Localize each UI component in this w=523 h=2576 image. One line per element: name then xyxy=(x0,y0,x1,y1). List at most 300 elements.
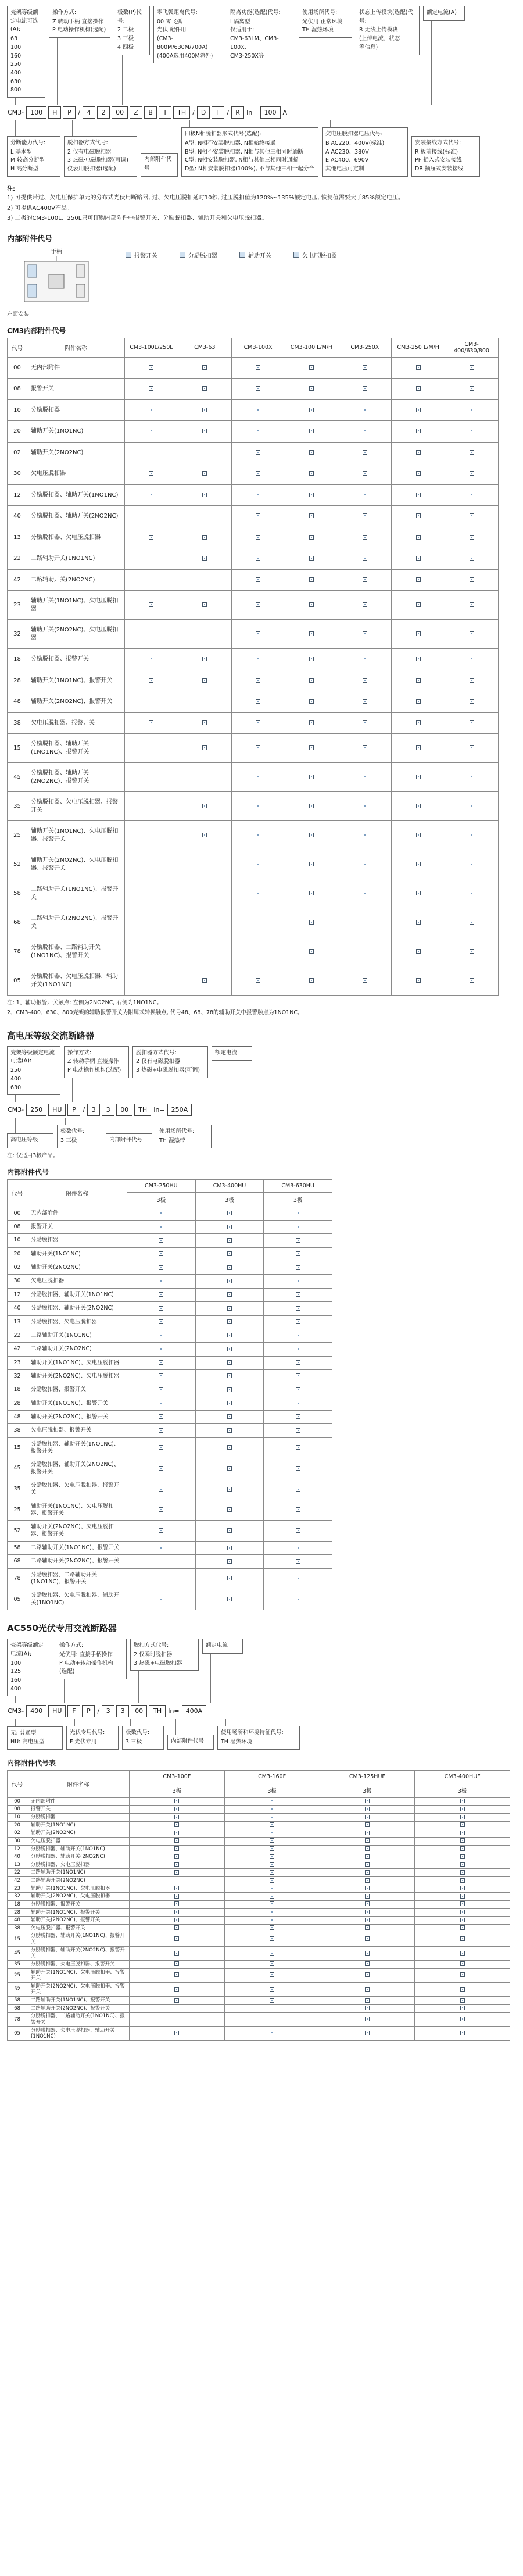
annotation-line: 160 xyxy=(10,1676,22,1683)
annotation-line: 400 xyxy=(10,1075,22,1082)
availability-cell xyxy=(127,1261,196,1275)
annotation-column xyxy=(122,1719,164,1749)
name-cell: 辅助开关(1NO1NC)、报警开关 xyxy=(27,1908,130,1917)
availability-mark-icon xyxy=(159,1428,163,1433)
availability-cell xyxy=(130,1869,225,1877)
availability-mark-icon xyxy=(270,1831,274,1835)
annotation-line: Z 转动手柄 直接操作 xyxy=(67,1058,119,1065)
availability-cell xyxy=(264,1397,332,1410)
availability-mark-icon xyxy=(365,1886,370,1890)
name-cell: 辅助开关(2NO2NC)、报警开关 xyxy=(27,1410,127,1423)
availability-cell xyxy=(415,1908,510,1917)
legend-label: 欠电压脱扣器 xyxy=(302,252,337,259)
availability-mark-icon xyxy=(365,1961,370,1966)
code-cell: 18 xyxy=(8,649,27,670)
availability-mark-icon xyxy=(416,745,421,750)
availability-mark-icon xyxy=(202,745,207,750)
pole-subheader: 3极 xyxy=(195,1192,264,1207)
name-cell: 分励脱扣器、欠电压脱扣器 xyxy=(27,527,125,548)
availability-cell xyxy=(130,1917,225,1925)
annotation-title: 极数(P)代号: xyxy=(117,9,142,24)
availability-mark-icon xyxy=(296,1251,300,1256)
availability-mark-icon xyxy=(256,833,260,837)
availability-cell xyxy=(130,1806,225,1814)
availability-cell xyxy=(127,1424,196,1437)
availability-mark-icon xyxy=(149,493,153,497)
availability-cell xyxy=(224,1861,320,1869)
name-cell: 分励脱扣器、辅助开关(2NO2NC)、报警开关 xyxy=(27,1946,130,1960)
availability-mark-icon xyxy=(296,1401,300,1405)
cm3-accessory-table-wrap xyxy=(7,338,516,996)
code-cell: 02 xyxy=(8,1261,27,1275)
availability-mark-icon xyxy=(309,833,314,837)
code-cell: 52 xyxy=(8,1521,27,1542)
availability-mark-icon xyxy=(159,1401,163,1405)
availability-cell xyxy=(195,1479,264,1500)
availability-cell xyxy=(130,1982,225,1996)
availability-cell xyxy=(320,1908,415,1917)
availability-cell xyxy=(285,620,338,649)
availability-cell xyxy=(125,792,178,821)
availability-cell xyxy=(125,908,178,937)
availability-mark-icon xyxy=(470,833,474,837)
name-cell: 辅助开关(2NO2NC) xyxy=(27,1829,130,1838)
annotation-box xyxy=(217,1726,300,1749)
availability-cell xyxy=(125,506,178,527)
model-code-text: In= xyxy=(153,1104,165,1115)
table-row xyxy=(8,1814,510,1822)
table-row xyxy=(8,1797,510,1806)
availability-cell xyxy=(127,1302,196,1315)
availability-cell xyxy=(415,1829,510,1838)
code-cell: 02 xyxy=(8,442,27,463)
availability-cell xyxy=(445,712,499,734)
availability-cell xyxy=(264,1261,332,1275)
annotation-column xyxy=(7,6,45,105)
availability-mark-icon xyxy=(159,1546,163,1550)
availability-mark-icon xyxy=(149,365,153,370)
availability-cell xyxy=(224,1806,320,1814)
availability-cell xyxy=(445,506,499,527)
availability-mark-icon xyxy=(416,471,421,476)
availability-mark-icon xyxy=(309,471,314,476)
annotation-title: 零飞弧距离代号: xyxy=(157,9,198,16)
availability-cell xyxy=(392,421,445,443)
availability-mark-icon xyxy=(270,1894,274,1899)
availability-cell xyxy=(231,569,285,591)
availability-mark-icon xyxy=(270,1951,274,1956)
availability-mark-icon xyxy=(365,1910,370,1914)
availability-mark-icon xyxy=(363,720,367,725)
annotation-line: HU: 高电压型 xyxy=(10,1739,45,1746)
availability-mark-icon xyxy=(460,2017,465,2021)
code-cell: 48 xyxy=(8,1410,27,1423)
annotation-column xyxy=(322,120,408,177)
availability-cell xyxy=(125,421,178,443)
availability-mark-icon xyxy=(174,1951,179,1956)
model-code-segment: 3 xyxy=(102,1104,114,1116)
availability-cell xyxy=(178,569,231,591)
availability-cell xyxy=(320,1982,415,1996)
availability-mark-icon xyxy=(309,450,314,455)
top-annotations xyxy=(7,6,516,105)
availability-cell xyxy=(127,1221,196,1234)
code-cell: 40 xyxy=(8,506,27,527)
availability-cell xyxy=(231,463,285,485)
availability-cell xyxy=(338,379,392,400)
name-cell: 二路辅助开关(2NO2NC) xyxy=(27,1877,130,1885)
availability-mark-icon xyxy=(149,678,153,683)
code-cell: 48 xyxy=(8,1917,27,1925)
name-cell: 分励脱扣器、欠电压脱扣器 xyxy=(27,1315,127,1329)
cm3-table-notes xyxy=(7,999,516,1017)
name-cell: 报警开关 xyxy=(27,1221,127,1234)
name-cell: 辅助开关(2NO2NC)、欠电压脱扣器 xyxy=(27,1369,127,1383)
availability-mark-icon xyxy=(256,429,260,433)
table-row xyxy=(8,792,499,821)
availability-mark-icon xyxy=(174,1894,179,1899)
availability-mark-icon xyxy=(256,631,260,636)
availability-cell xyxy=(130,1893,225,1901)
availability-mark-icon xyxy=(270,1854,274,1859)
availability-mark-icon xyxy=(365,1951,370,1956)
availability-cell xyxy=(195,1500,264,1521)
name-cell: 辅助开关(1NO1NC) xyxy=(27,1247,127,1261)
availability-mark-icon xyxy=(256,804,260,808)
leader-line xyxy=(15,98,16,105)
availability-cell xyxy=(231,506,285,527)
availability-cell xyxy=(125,620,178,649)
availability-cell xyxy=(285,399,338,421)
name-cell: 分励脱扣器、欠电压脱扣器、辅助开关(1NO1NC) xyxy=(27,1589,127,1610)
annotation-column xyxy=(227,6,295,105)
availability-cell xyxy=(130,1908,225,1917)
availability-mark-icon xyxy=(227,1292,232,1297)
availability-mark-icon xyxy=(365,1854,370,1859)
code-cell: 52 xyxy=(8,850,27,879)
availability-mark-icon xyxy=(296,1347,300,1351)
accessory-square-icon xyxy=(126,252,131,258)
availability-mark-icon xyxy=(470,471,474,476)
availability-cell xyxy=(392,442,445,463)
code-cell: 22 xyxy=(8,1869,27,1877)
availability-cell xyxy=(415,1821,510,1829)
availability-mark-icon xyxy=(270,1862,274,1867)
availability-mark-icon xyxy=(460,1925,465,1930)
model-code-segment: T xyxy=(212,106,224,119)
table-row xyxy=(8,357,499,379)
availability-cell xyxy=(338,484,392,506)
availability-cell xyxy=(195,1343,264,1356)
code-cell: 58 xyxy=(8,879,27,908)
model-code-segment: 00 xyxy=(112,106,128,119)
annotation-title: 光伏专用代号: xyxy=(70,1729,105,1736)
model-code-segment: HU xyxy=(48,1705,66,1717)
annotation-column xyxy=(106,1118,152,1148)
availability-cell xyxy=(130,1845,225,1853)
hv-model-designation-diagram xyxy=(7,1046,516,1159)
code-cell: 22 xyxy=(8,548,27,570)
availability-mark-icon xyxy=(174,1886,179,1890)
availability-cell xyxy=(320,1814,415,1822)
availability-mark-icon xyxy=(159,1373,163,1378)
annotation-line: 3 三极 xyxy=(60,1137,77,1144)
availability-mark-icon xyxy=(309,408,314,412)
availability-cell xyxy=(264,1329,332,1342)
availability-cell xyxy=(231,937,285,966)
availability-cell xyxy=(195,1383,264,1397)
availability-cell xyxy=(178,937,231,966)
code-cell: 32 xyxy=(8,1369,27,1383)
annotation-box xyxy=(56,1639,127,1679)
availability-mark-icon xyxy=(256,978,260,983)
availability-cell xyxy=(320,1893,415,1901)
availability-cell xyxy=(415,1845,510,1853)
availability-mark-icon xyxy=(363,745,367,750)
model-code-segment: 400A xyxy=(182,1705,207,1717)
availability-cell xyxy=(195,1521,264,1542)
availability-mark-icon xyxy=(309,678,314,683)
availability-mark-icon xyxy=(470,408,474,412)
table-row xyxy=(8,1288,332,1301)
availability-cell xyxy=(445,399,499,421)
availability-cell xyxy=(195,1356,264,1369)
table-row xyxy=(8,1900,510,1908)
availability-cell xyxy=(338,548,392,570)
availability-cell xyxy=(264,1356,332,1369)
availability-mark-icon xyxy=(227,1265,232,1270)
availability-cell xyxy=(231,442,285,463)
model-column-header: CM3-250HU xyxy=(127,1179,196,1192)
table-row xyxy=(8,1829,510,1838)
note-line: 注: 1、辅助报警开关触点: 左侧为2NO2NC, 右侧为1NO1NC。 xyxy=(7,1000,162,1007)
model-code-segment: TH xyxy=(149,1705,166,1717)
model-column-header: CM3-100F xyxy=(130,1770,225,1783)
name-cell: 分励脱扣器、辅助开关(2NO2NC) xyxy=(27,506,125,527)
table-row xyxy=(8,1908,510,1917)
availability-mark-icon xyxy=(309,631,314,636)
name-cell: 分励脱扣器、欠电压脱扣器、辅助开关(1NO1NC) xyxy=(27,966,125,996)
availability-mark-icon xyxy=(159,1487,163,1492)
model-column-header: CM3-400HU xyxy=(195,1179,264,1192)
note-line: 1) 可提供带过、欠电压保护单元的分布式光伏用断路器, 过、欠电压脱扣延时10秒, 过压脱扣值为120%~135%额定电压, 恢复值需要大于85%额定电压。 xyxy=(7,195,404,202)
hv-top-annotations xyxy=(7,1046,516,1103)
availability-mark-icon xyxy=(256,577,260,582)
annotation-line: 等信息) xyxy=(359,44,378,51)
availability-cell xyxy=(338,792,392,821)
availability-mark-icon xyxy=(202,657,207,661)
availability-mark-icon xyxy=(296,1306,300,1311)
code-column-header: 代号 xyxy=(8,1770,27,1797)
leader-line xyxy=(15,1696,16,1703)
annotation-box xyxy=(141,153,178,176)
availability-cell xyxy=(195,1234,264,1247)
availability-mark-icon xyxy=(159,1225,163,1229)
availability-mark-icon xyxy=(174,1815,179,1819)
name-cell: 分励脱扣器、报警开关 xyxy=(27,649,125,670)
model-column-header: CM3-160F xyxy=(224,1770,320,1783)
name-cell: 辅助开关(2NO2NC)、欠电压脱扣器、报警开关 xyxy=(27,850,125,879)
availability-cell xyxy=(392,879,445,908)
availability-mark-icon xyxy=(159,1279,163,1283)
table-row xyxy=(8,1302,332,1315)
availability-cell xyxy=(178,399,231,421)
availability-cell xyxy=(125,850,178,879)
availability-cell xyxy=(127,1383,196,1397)
availability-mark-icon xyxy=(309,513,314,518)
annotation-box xyxy=(356,6,420,55)
availability-cell xyxy=(392,399,445,421)
table-row xyxy=(8,879,499,908)
availability-cell xyxy=(285,670,338,691)
availability-mark-icon xyxy=(202,386,207,391)
availability-mark-icon xyxy=(270,1972,274,1977)
availability-cell xyxy=(285,569,338,591)
availability-cell xyxy=(178,620,231,649)
availability-cell xyxy=(445,421,499,443)
availability-mark-icon xyxy=(256,720,260,725)
code-cell: 35 xyxy=(8,792,27,821)
availability-mark-icon xyxy=(149,408,153,412)
table-row xyxy=(8,1885,510,1893)
availability-cell xyxy=(224,1845,320,1853)
annotation-column xyxy=(167,1719,214,1749)
name-cell: 二路辅助开关(1NO1NC)、报警开关 xyxy=(27,1542,127,1555)
availability-cell xyxy=(130,1946,225,1960)
availability-mark-icon xyxy=(309,556,314,561)
availability-mark-icon xyxy=(227,1507,232,1512)
annotation-line: 其他电压可定制 xyxy=(325,166,364,173)
availability-mark-icon xyxy=(256,602,260,607)
pv-table-title: 内部附件代号表 xyxy=(7,1758,56,1767)
availability-mark-icon xyxy=(460,1972,465,1977)
leader-line xyxy=(330,120,331,127)
name-cell: 辅助开关(1NO1NC) xyxy=(27,421,125,443)
availability-mark-icon xyxy=(149,471,153,476)
annotation-line: 125 xyxy=(10,1668,22,1675)
availability-cell xyxy=(231,548,285,570)
code-cell: 05 xyxy=(8,966,27,996)
availability-cell xyxy=(320,1877,415,1885)
model-code-segment: 00 xyxy=(116,1104,132,1116)
availability-mark-icon xyxy=(174,1961,179,1966)
availability-mark-icon xyxy=(460,1831,465,1835)
availability-cell xyxy=(415,1837,510,1845)
annotation-line: C型: N相安装脱扣器, N相与其他三相同时通断 xyxy=(185,157,298,164)
availability-cell xyxy=(127,1437,196,1458)
availability-cell xyxy=(127,1315,196,1329)
annotation-line: 100 xyxy=(10,1660,22,1667)
availability-mark-icon xyxy=(416,678,421,683)
accessory-square-icon xyxy=(293,252,299,258)
model-code-segment: 250A xyxy=(167,1104,192,1116)
auxiliary-switch-slot xyxy=(76,265,85,277)
availability-cell xyxy=(130,1885,225,1893)
header-row xyxy=(8,1770,510,1783)
availability-mark-icon xyxy=(202,471,207,476)
availability-cell xyxy=(338,670,392,691)
availability-mark-icon xyxy=(416,429,421,433)
note-line: 3) 二极的CM3-100L、250L只可订购内部附件中报警开关、分励脱扣器、辅助开关和欠电压脱扣器。 xyxy=(7,215,268,222)
pv-section-title: AC550光伏专用交流断路器 xyxy=(7,1623,117,1634)
name-cell: 二路辅助开关(2NO2NC)、报警开关 xyxy=(27,1555,127,1568)
availability-cell xyxy=(285,966,338,996)
availability-mark-icon xyxy=(363,699,367,704)
internal-accessory-section xyxy=(7,233,516,1018)
availability-mark-icon xyxy=(416,978,421,983)
table-row xyxy=(8,442,499,463)
availability-mark-icon xyxy=(416,862,421,866)
annotation-column xyxy=(153,6,223,105)
availability-cell xyxy=(264,1542,332,1555)
name-cell: 二路辅助开关(1NO1NC) xyxy=(27,1329,127,1342)
annotation-line: 2 仅有电磁脱扣器 xyxy=(136,1058,180,1065)
availability-mark-icon xyxy=(309,365,314,370)
pole-subheader: 3极 xyxy=(127,1192,196,1207)
annotation-line: D型: N相安装脱扣器(100%), 不与其他三相一起分合 xyxy=(185,166,314,173)
availability-cell xyxy=(224,2013,320,2026)
leader-line xyxy=(431,21,432,105)
availability-cell xyxy=(224,1853,320,1861)
availability-mark-icon xyxy=(270,1838,274,1843)
annotation-line: TH 湿热环境 xyxy=(302,27,334,34)
availability-cell xyxy=(231,691,285,713)
availability-mark-icon xyxy=(256,408,260,412)
model-column-header: CM3-250X xyxy=(338,338,392,357)
availability-mark-icon xyxy=(227,1211,232,1215)
annotation-box xyxy=(7,1639,52,1696)
annotation-line: 400 xyxy=(10,1685,22,1692)
annotation-title: 壳架等级额定电流(A): xyxy=(10,1642,44,1657)
availability-mark-icon xyxy=(460,1854,465,1859)
model-code-text: CM3- xyxy=(7,1706,24,1717)
availability-cell xyxy=(320,1997,415,2005)
model-designation-diagram xyxy=(7,6,516,177)
availability-mark-icon xyxy=(470,556,474,561)
bottom-annotations xyxy=(7,120,516,177)
table-row xyxy=(8,1383,332,1397)
table-row xyxy=(8,1207,332,1220)
availability-cell xyxy=(231,670,285,691)
annotation-title: 壳架等级额定电流可选(A): xyxy=(10,1049,55,1065)
accessory-position-diagram-row xyxy=(7,247,516,317)
availability-cell xyxy=(320,1960,415,1968)
annotation-title: 脱扣器方式代号: xyxy=(67,139,108,146)
availability-cell xyxy=(285,649,338,670)
availability-mark-icon xyxy=(227,1576,232,1580)
availability-mark-icon xyxy=(270,1822,274,1827)
availability-mark-icon xyxy=(460,1910,465,1914)
availability-cell xyxy=(338,691,392,713)
name-cell: 辅助开关(1NO1NC)、欠电压脱扣器 xyxy=(27,591,125,620)
code-cell: 28 xyxy=(8,1908,27,1917)
high-voltage-section xyxy=(7,1029,516,1610)
name-cell: 无内部附件 xyxy=(27,357,125,379)
annotation-title: 分断能力代号: xyxy=(10,139,46,146)
name-cell: 分励脱扣器、辅助开关(1NO1NC) xyxy=(27,1845,130,1853)
availability-mark-icon xyxy=(202,556,207,561)
table-row xyxy=(8,1247,332,1261)
availability-mark-icon xyxy=(159,1466,163,1471)
availability-cell xyxy=(445,691,499,713)
table-row xyxy=(8,1397,332,1410)
code-cell: 15 xyxy=(8,1437,27,1458)
annotation-line: (400A选用400M除外) xyxy=(157,52,213,59)
availability-mark-icon xyxy=(174,1854,179,1859)
availability-mark-icon xyxy=(363,450,367,455)
availability-cell xyxy=(264,1302,332,1315)
availability-mark-icon xyxy=(470,862,474,866)
